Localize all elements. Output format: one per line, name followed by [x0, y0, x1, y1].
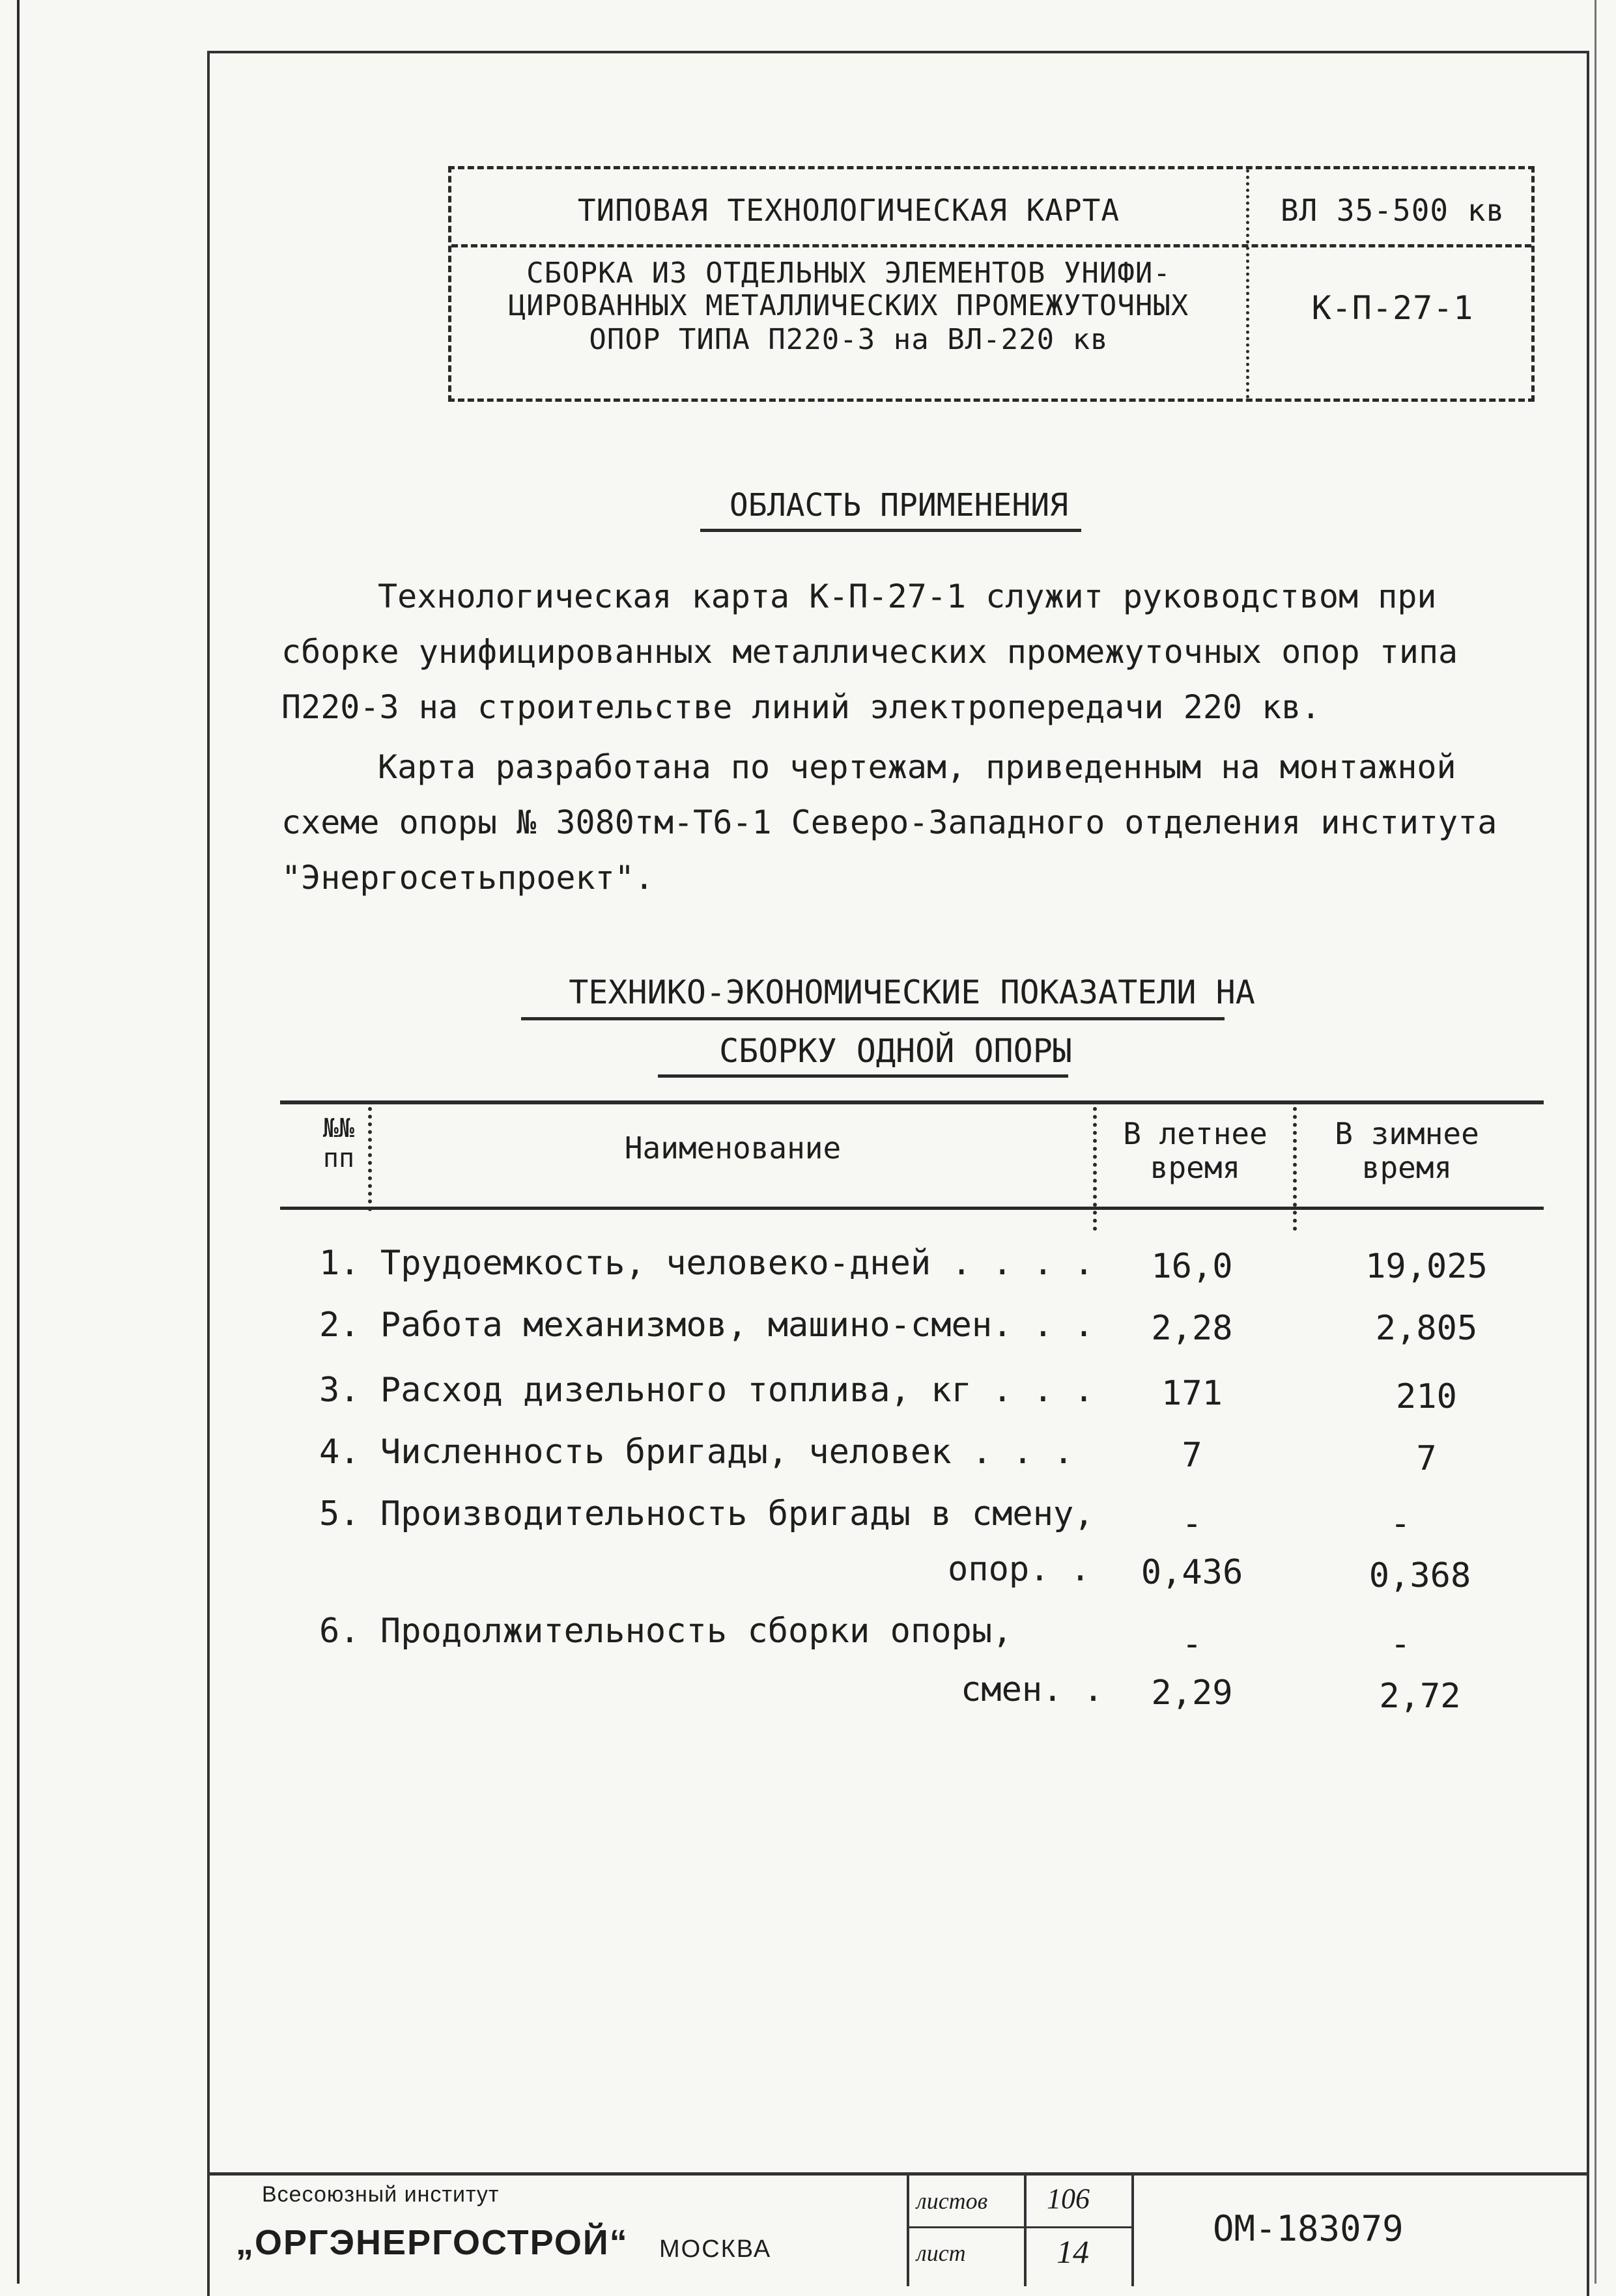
indicators-heading-line1: ТЕХНИКО-ЭКОНОМИЧЕСКИЕ ПОКАЗАТЕЛИ НА [569, 973, 1255, 1011]
table-row-4-winter: 7 [1416, 1439, 1437, 1478]
table-row-6-winter: 2,72 [1379, 1677, 1461, 1716]
col-summer-line1: В летнее [1123, 1116, 1268, 1151]
scan-edge-left [17, 0, 20, 2284]
scan-edge-right [1595, 0, 1596, 2284]
scope-p1-line3: П220-3 на строительстве линий электропередачи 220 кв. [281, 688, 1321, 726]
header-stamp [448, 166, 1535, 402]
table-row-6-label: 6. Продолжительность сборки опоры, [319, 1612, 1013, 1651]
table-row-5-winter-mark: - [1390, 1504, 1411, 1543]
title-line-1: СБОРКА ИЗ ОТДЕЛЬНЫХ ЭЛЕМЕНТОВ УНИФИ- [526, 257, 1171, 290]
table-row-2-summer: 2,28 [1151, 1309, 1233, 1348]
doc-type: ТИПОВАЯ ТЕХНОЛОГИЧЕСКАЯ КАРТА [577, 193, 1120, 228]
table-row-6-summer-mark: - [1182, 1625, 1202, 1664]
table-row-5-winter: 0,368 [1368, 1556, 1471, 1595]
col-num-line1: №№ [322, 1113, 355, 1143]
institute-line1: Всесоюзный институт [262, 2182, 500, 2207]
table-row-3-summer: 171 [1161, 1374, 1223, 1413]
table-row-6-winter-mark: - [1390, 1625, 1411, 1664]
footer-title-block [210, 2172, 1589, 2283]
sheet-label: лист [916, 2240, 966, 2266]
table-row-2-winter: 2,805 [1375, 1309, 1478, 1348]
indicators-heading-line2: СБОРКУ ОДНОЙ ОПОРЫ [719, 1032, 1072, 1070]
scope-p2-line1: Карта разработана по чертежам, приведенным на монтажной [378, 748, 1456, 786]
header-divider-horizontal [451, 244, 1531, 247]
table-row-4-label: 4. Численность бригады, человек . . . [319, 1433, 1074, 1472]
table-row-1-winter: 19,025 [1365, 1247, 1488, 1286]
title-line-3: ОПОР ТИПА П220-3 на ВЛ-220 кв [589, 323, 1109, 356]
indicators-heading-underline-1 [521, 1017, 1225, 1020]
footer-divider-3 [1131, 2176, 1134, 2286]
table-row-5-summer-mark: - [1182, 1504, 1202, 1543]
col-winter-line1: В зимнее [1335, 1116, 1479, 1151]
table-row-5-label: 5. Производительность бригады в смену, [319, 1494, 1094, 1533]
table-row-3-label: 3. Расход дизельного топлива, кг . . . [319, 1371, 1094, 1410]
col-num-line2: пп [322, 1143, 355, 1173]
table-row-6-label-cont: смен. . [961, 1670, 1104, 1709]
table-row-4-summer: 7 [1182, 1436, 1202, 1475]
scope-p1-line2: сборке унифицированных металлических промежуточных опор типа [281, 633, 1458, 671]
sheet-value: 14 [1056, 2233, 1089, 2270]
sheets-value: 106 [1047, 2183, 1090, 2215]
sheets-label: листов [916, 2188, 988, 2214]
table-top-rule [280, 1100, 1544, 1104]
footer-divider-horizontal [907, 2226, 1131, 2228]
scope-p2-line2: схеме опоры № 3080тм-Т6-1 Северо-Западного отделения института [281, 804, 1497, 841]
institute-city: МОСКВА [659, 2235, 772, 2263]
col-winter-line2: время [1361, 1150, 1453, 1185]
table-row-3-winter: 210 [1396, 1377, 1457, 1416]
table-row-1-summer: 16,0 [1151, 1247, 1233, 1286]
scope-heading: ОБЛАСТЬ ПРИМЕНЕНИЯ [729, 487, 1069, 524]
col-summer-line2: время [1150, 1150, 1241, 1185]
scope-heading-underline [700, 529, 1081, 532]
table-row-5-label-cont: опор. . [948, 1550, 1091, 1589]
footer-divider-1 [907, 2176, 909, 2286]
indicators-heading-underline-2 [658, 1074, 1068, 1078]
voltage-range: ВЛ 35-500 кв [1280, 193, 1505, 228]
institute-name: „ОРГЭНЕРГОСТРОЙ“ [236, 2223, 629, 2262]
table-row-6-summer: 2,29 [1151, 1673, 1233, 1713]
header-divider-vertical [1246, 169, 1249, 399]
doc-code: К-П-27-1 [1311, 289, 1474, 327]
table-row-2-label: 2. Работа механизмов, машино-смен. . . [319, 1306, 1094, 1345]
title-line-2: ЦИРОВАННЫХ МЕТАЛЛИЧЕСКИХ ПРОМЕЖУТОЧНЫХ [508, 289, 1189, 322]
table-col-divider-3 [1293, 1107, 1297, 1231]
footer-divider-2 [1024, 2176, 1027, 2286]
scope-p2-line3: "Энергосетьпроект". [281, 859, 654, 897]
doc-number: ОМ-183079 [1213, 2208, 1404, 2249]
table-row-1-label: 1. Трудоемкость, человеко-дней . . . . [319, 1244, 1094, 1283]
table-row-5-summer: 0,436 [1141, 1553, 1243, 1592]
scope-p1-line1: Технологическая карта К-П-27-1 служит руководством при [378, 578, 1437, 615]
table-col-divider-2 [1093, 1107, 1097, 1231]
col-name: Наименование [624, 1130, 842, 1166]
table-header-rule [280, 1207, 1544, 1210]
table-col-divider-1 [368, 1107, 372, 1211]
